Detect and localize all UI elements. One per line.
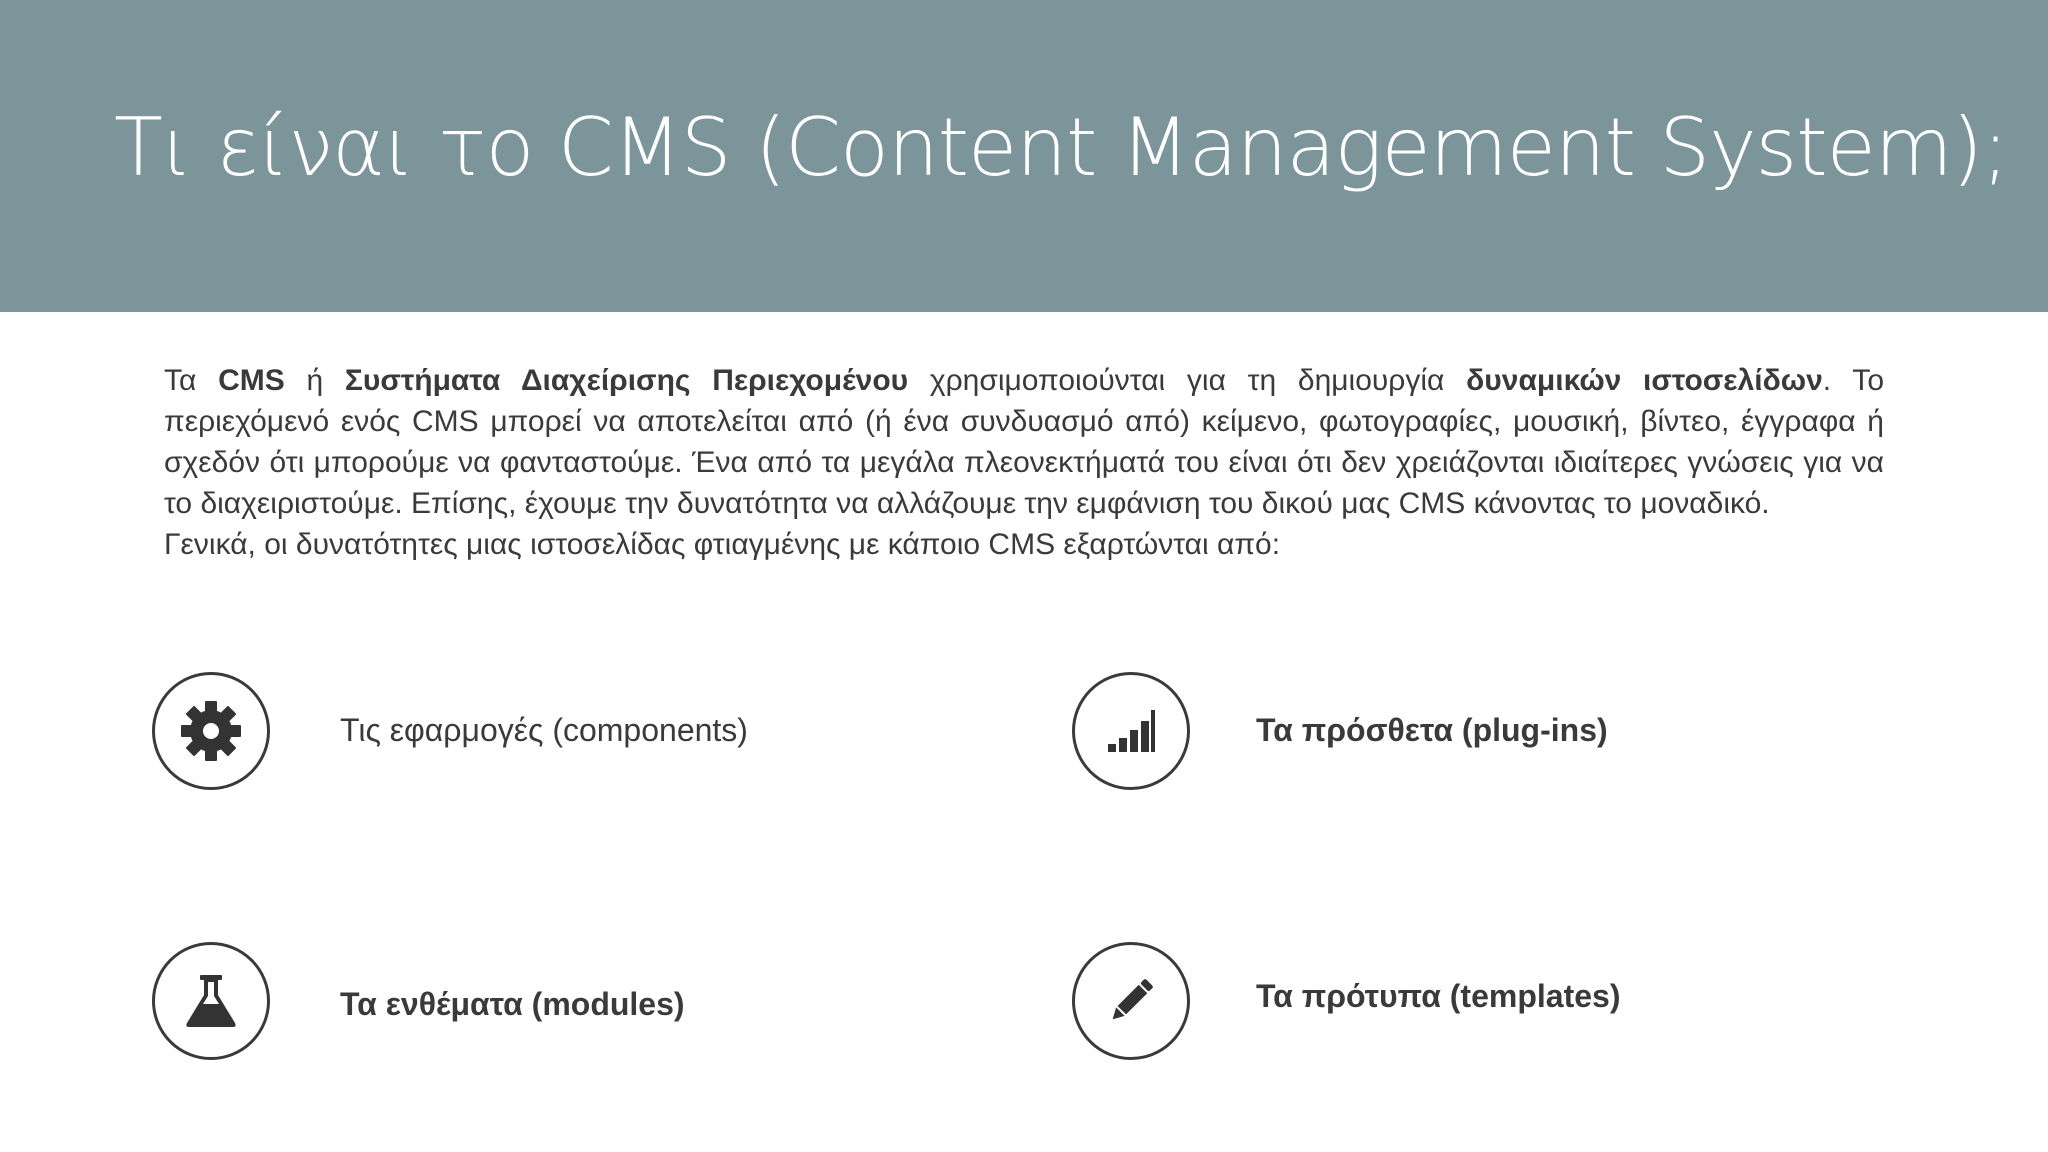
intro-text-run: . Το περιεχόμενό ενός CMS μπορεί να αποτελείται από (ή ένα συνδυασμό από) κείμενο, φωτογραφίες, μουσική, βίντεο, έγγραφα ή σχεδόν ότι μπορούμε να φανταστούμε. Ένα από τα μεγάλα πλεονεκτήματά του είναι ότι δεν χρειάζονται ιδιαίτερες γνώσεις για να το διαχειριστούμε. Επίσης, έχουμε την δυνατότητα να αλλάζουμε την εμφάνιση του δικού μας CMS κάνοντας το μοναδικό. [164, 364, 1885, 520]
intro-text-run: ή [284, 364, 345, 397]
intro-text-run: Τα [164, 364, 219, 397]
feature-label-modules: Τα ενθέματα (modules) [340, 986, 685, 1022]
feature-label-templates: Τα πρότυπα (templates) [1256, 978, 1621, 1014]
intro-paragraph [164, 360, 1884, 524]
intro-text-run: χρησιμοποιούνται για τη δημιουργία [908, 364, 1467, 397]
signal-bars-icon [1072, 672, 1190, 790]
pencil-icon [1072, 942, 1190, 1060]
gear-icon [152, 672, 270, 790]
title-banner [0, 0, 2048, 312]
intro-text [164, 360, 1884, 565]
intro-bold-cms: CMS [218, 364, 285, 397]
intro-bold-dynamic: δυναμικών ιστοσελίδων [1466, 364, 1823, 397]
slide-title: Τι είναι το CMS (Content Management System); [114, 101, 2008, 194]
dependencies-paragraph: Γενικά, οι δυνατότητες μιας ιστοσελίδας φτιαγμένης με κάποιο CMS εξαρτώνται από: [164, 528, 1281, 561]
feature-label-plugins: Τα πρόσθετα (plug-ins) [1256, 712, 1608, 748]
intro-bold-term: Συστήματα Διαχείρισης Περιεχομένου [344, 364, 909, 397]
flask-icon [152, 942, 270, 1060]
feature-label-components: Τις εφαρμογές (components) [340, 712, 748, 748]
